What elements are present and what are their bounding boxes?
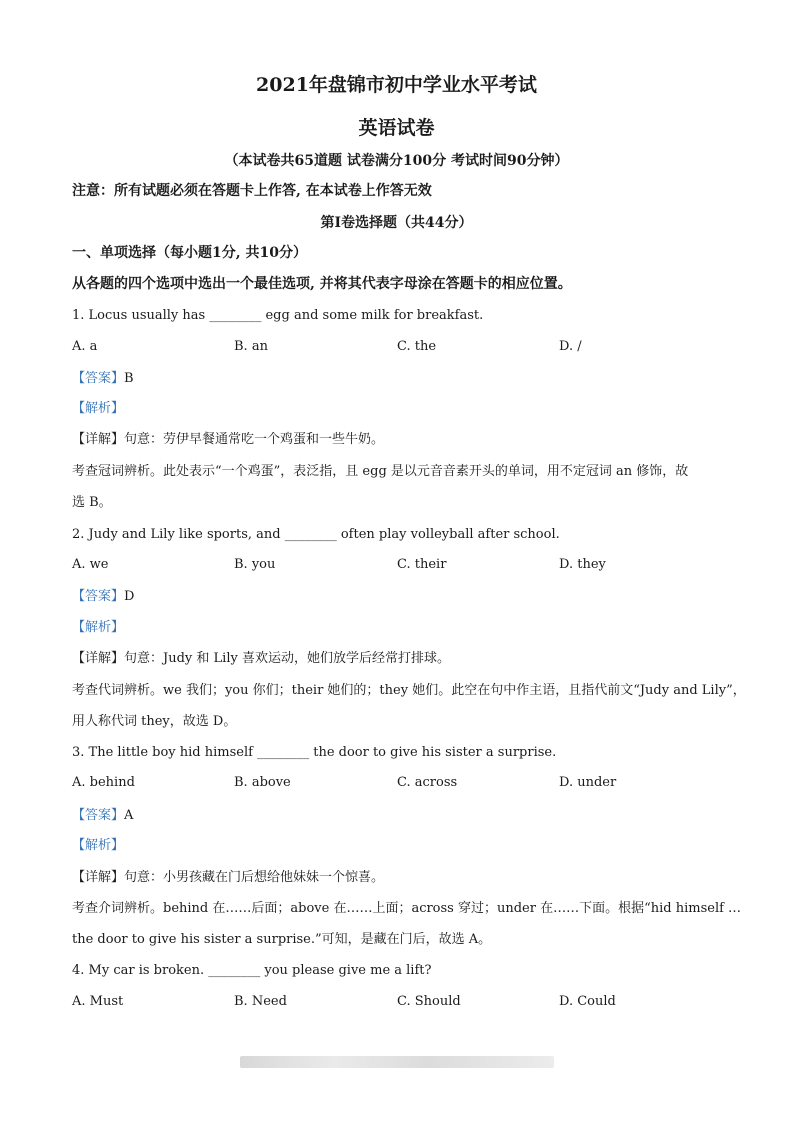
exam-notice: 注意：所有试题必须在答题卡上作答, 在本试卷上作答无效: [72, 183, 432, 199]
section-instruction: 从各题的四个选项中选出一个最佳选项, 并将其代表字母涂在答题卡的相应位置。: [72, 276, 572, 292]
question-2-explain-line-2: 用人称代词 they，故选 D。: [72, 714, 237, 729]
question-3-analysis-label: 【解析】: [72, 838, 125, 853]
detail-text: 句意：Judy 和 Lily 喜欢运动，她们放学后经常打排球。: [124, 651, 450, 666]
detail-label: 【详解】: [72, 651, 125, 666]
question-3-stem: 3. The little boy hid himself ________ the door to give his sister a surprise.: [72, 745, 557, 760]
option-a: A. we: [72, 557, 109, 572]
answer-label: 【答案】: [72, 371, 125, 386]
question-2-answer: [72, 588, 722, 606]
question-3-explain-line-1: 考查介词辨析。behind 在……后面；above 在……上面；across 穿过；under 在……下面。根据“hid himself …: [72, 901, 742, 916]
answer-label: 【答案】: [72, 808, 125, 823]
question-2-explain-line-1: 考查代词辨析。we 我们；you 你们；their 她们的；they 她们。此空在句中作主语，且指代前文“Judy and Lily”，: [72, 683, 746, 698]
option-c: C. Should: [397, 994, 461, 1009]
section-heading: 一、单项选择（每小题1分, 共10分）: [72, 245, 307, 261]
blurred-footer-watermark: [240, 1056, 554, 1068]
question-4-stem: 4. My car is broken. ________ you please give me a lift?: [72, 963, 432, 978]
option-b: B. you: [234, 557, 276, 572]
answer-value: B: [124, 371, 134, 386]
option-d: D. under: [559, 775, 617, 790]
option-c: C. their: [397, 557, 447, 572]
option-a: A. behind: [72, 775, 135, 790]
question-1-analysis-label: 【解析】: [72, 401, 125, 416]
question-2-detail: [72, 650, 722, 668]
question-1-options: [72, 339, 722, 357]
question-4-options: [72, 994, 722, 1012]
question-3-answer: [72, 807, 722, 825]
answer-value: A: [124, 808, 134, 823]
answer-label: 【答案】: [72, 589, 125, 604]
question-2-options: [72, 557, 722, 575]
detail-label: 【详解】: [72, 870, 125, 885]
question-2-analysis-label: 【解析】: [72, 620, 125, 635]
option-b: B. Need: [234, 994, 287, 1009]
detail-text: 句意：小男孩藏在门后想给他妹妹一个惊喜。: [124, 870, 385, 885]
question-3-explain-line-2: the door to give his sister a surprise.”可知，是藏在门后，故选 A。: [72, 932, 492, 947]
question-1-detail: [72, 431, 722, 449]
answer-value: D: [124, 589, 135, 604]
option-a: A. Must: [72, 994, 124, 1009]
exam-title: 2021年盘锦市初中学业水平考试: [256, 74, 537, 96]
part-heading: 第I卷选择题（共44分）: [320, 215, 473, 231]
option-b: B. above: [234, 775, 291, 790]
option-a: A. a: [72, 339, 98, 354]
option-d: D. they: [559, 557, 606, 572]
question-1-answer: [72, 370, 722, 388]
option-c: C. the: [397, 339, 437, 354]
question-3-options: [72, 775, 722, 793]
detail-text: 句意：劳伊早餐通常吃一个鸡蛋和一些牛奶。: [124, 432, 385, 447]
question-1-explain-line-1: 考查冠词辨析。此处表示“一个鸡蛋”，表泛指，且 egg 是以元音音素开头的单词，用不定冠词 an 修饰，故: [72, 464, 689, 479]
option-b: B. an: [234, 339, 268, 354]
question-1-explain-line-2: 选 B。: [72, 495, 112, 510]
question-2-stem: 2. Judy and Lily like sports, and ________ often play volleyball after school.: [72, 527, 560, 542]
detail-label: 【详解】: [72, 432, 125, 447]
option-c: C. across: [397, 775, 458, 790]
question-3-detail: [72, 869, 722, 887]
exam-subtitle: 英语试卷: [358, 117, 435, 139]
question-1-stem: 1. Locus usually has ________ egg and some milk for breakfast.: [72, 308, 484, 323]
option-d: D. Could: [559, 994, 616, 1009]
option-d: D. /: [559, 339, 582, 354]
exam-info: （本试卷共65道题 试卷满分100分 考试时间90分钟）: [224, 153, 569, 169]
